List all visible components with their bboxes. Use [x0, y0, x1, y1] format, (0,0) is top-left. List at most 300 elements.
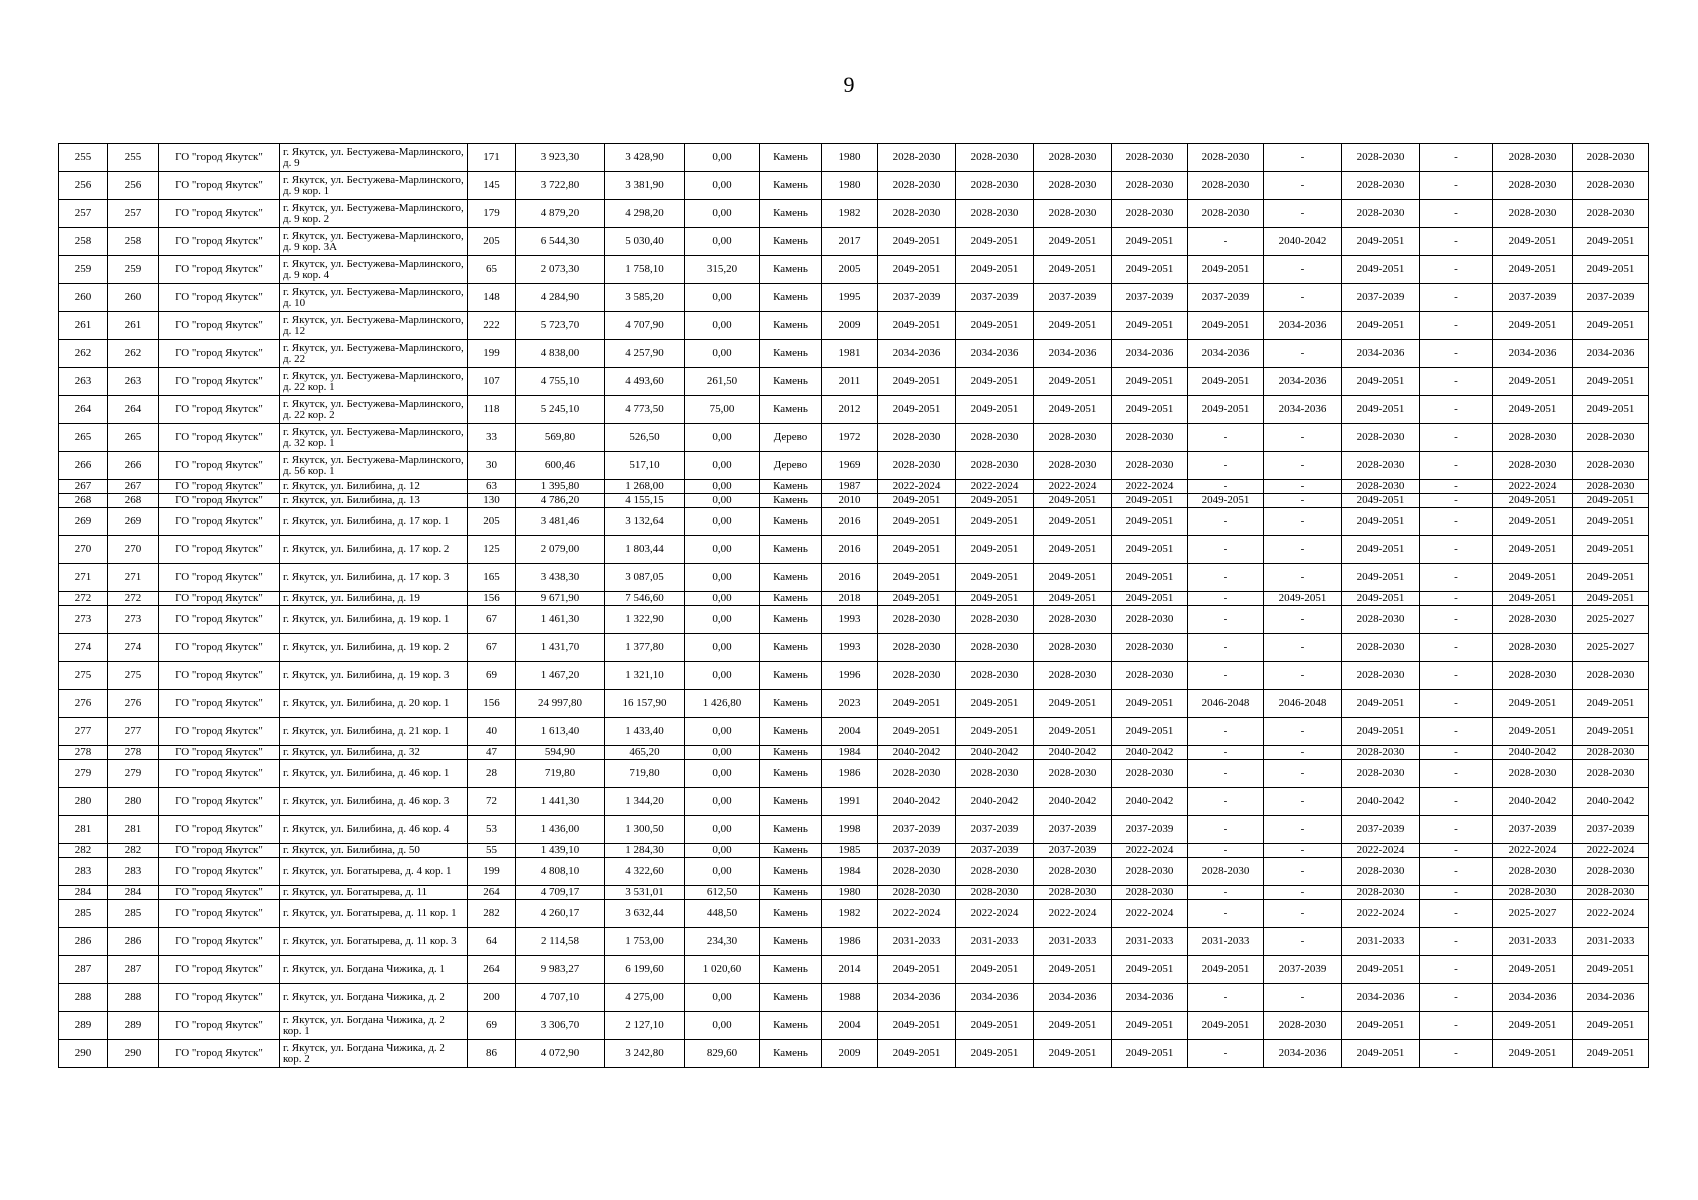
cell-living-area: 4 257,90 [605, 340, 685, 368]
cell-term-roof: 2022-2024 [956, 900, 1034, 928]
cell-residents-count: 63 [468, 480, 516, 494]
cell-object-number: 272 [108, 592, 159, 606]
cell-term-foundation: 2037-2039 [1112, 284, 1188, 312]
cell-municipality: ГО "город Якутск" [159, 494, 280, 508]
cell-term-heating: 2028-2030 [1342, 424, 1420, 452]
cell-term-insulation: 2049-2051 [1493, 312, 1573, 340]
cell-row-number: 267 [59, 480, 108, 494]
cell-term-heating: 2028-2030 [1342, 760, 1420, 788]
cell-non-residential-area: 0,00 [685, 718, 760, 746]
cell-non-residential-area: 829,60 [685, 1040, 760, 1068]
cell-term-elevator: - [1188, 886, 1264, 900]
cell-residents-count: 282 [468, 900, 516, 928]
cell-term-insulation: 2049-2051 [1493, 396, 1573, 424]
cell-wall-material: Камень [760, 480, 822, 494]
cell-residents-count: 145 [468, 172, 516, 200]
cell-residents-count: 86 [468, 1040, 516, 1068]
cell-term-insulation: 2049-2051 [1493, 592, 1573, 606]
cell-term-foundation: 2034-2036 [1112, 984, 1188, 1012]
cell-build-year: 2004 [822, 1012, 878, 1040]
cell-term-electric: 2028-2030 [1573, 144, 1649, 172]
cell-term-engineering: 2028-2030 [878, 200, 956, 228]
cell-term-engineering: 2028-2030 [878, 172, 956, 200]
cell-term-engineering: 2049-2051 [878, 508, 956, 536]
cell-build-year: 1993 [822, 606, 878, 634]
cell-term-gas: - [1420, 284, 1493, 312]
cell-term-insulation: 2028-2030 [1493, 606, 1573, 634]
cell-total-area: 4 808,10 [516, 858, 605, 886]
cell-wall-material: Камень [760, 1040, 822, 1068]
cell-municipality: ГО "город Якутск" [159, 662, 280, 690]
cell-term-insulation: 2028-2030 [1493, 144, 1573, 172]
cell-term-basement: - [1264, 858, 1342, 886]
cell-non-residential-area: 0,00 [685, 844, 760, 858]
cell-wall-material: Камень [760, 368, 822, 396]
cell-term-roof: 2034-2036 [956, 340, 1034, 368]
cell-term-gas: - [1420, 494, 1493, 508]
cell-object-number: 270 [108, 536, 159, 564]
cell-term-gas: - [1420, 844, 1493, 858]
registry-body [59, 144, 1649, 1068]
cell-row-number: 271 [59, 564, 108, 592]
cell-object-number: 266 [108, 452, 159, 480]
cell-term-roof: 2034-2036 [956, 984, 1034, 1012]
cell-address: г. Якутск, ул. Бестужева-Марлинского, д. 22 [280, 340, 468, 368]
cell-residents-count: 67 [468, 634, 516, 662]
table-row [59, 718, 1649, 746]
cell-term-elevator: - [1188, 634, 1264, 662]
cell-term-elevator: - [1188, 760, 1264, 788]
cell-municipality: ГО "город Якутск" [159, 508, 280, 536]
table-row [59, 606, 1649, 634]
cell-term-foundation: 2049-2051 [1112, 592, 1188, 606]
cell-wall-material: Камень [760, 1012, 822, 1040]
cell-wall-material: Камень [760, 928, 822, 956]
cell-municipality: ГО "город Якутск" [159, 788, 280, 816]
table-row [59, 746, 1649, 760]
cell-term-heating: 2034-2036 [1342, 984, 1420, 1012]
cell-term-gas: - [1420, 900, 1493, 928]
cell-term-elevator: - [1188, 536, 1264, 564]
cell-object-number: 257 [108, 200, 159, 228]
cell-living-area: 719,80 [605, 760, 685, 788]
cell-non-residential-area: 0,00 [685, 984, 760, 1012]
cell-non-residential-area: 315,20 [685, 256, 760, 284]
cell-object-number: 255 [108, 144, 159, 172]
cell-residents-count: 200 [468, 984, 516, 1012]
cell-term-foundation: 2028-2030 [1112, 858, 1188, 886]
table-row [59, 984, 1649, 1012]
cell-municipality: ГО "город Якутск" [159, 256, 280, 284]
cell-object-number: 259 [108, 256, 159, 284]
cell-term-foundation: 2022-2024 [1112, 900, 1188, 928]
cell-residents-count: 107 [468, 368, 516, 396]
cell-term-heating: 2049-2051 [1342, 718, 1420, 746]
cell-row-number: 277 [59, 718, 108, 746]
cell-term-electric: 2049-2051 [1573, 494, 1649, 508]
cell-living-area: 4 493,60 [605, 368, 685, 396]
cell-object-number: 279 [108, 760, 159, 788]
cell-living-area: 3 531,01 [605, 886, 685, 900]
cell-municipality: ГО "город Якутск" [159, 956, 280, 984]
cell-term-electric: 2049-2051 [1573, 564, 1649, 592]
cell-build-year: 2009 [822, 1040, 878, 1068]
cell-term-foundation: 2022-2024 [1112, 480, 1188, 494]
table-row [59, 172, 1649, 200]
cell-object-number: 276 [108, 690, 159, 718]
cell-term-heating: 2037-2039 [1342, 816, 1420, 844]
cell-term-basement: - [1264, 494, 1342, 508]
cell-term-engineering: 2028-2030 [878, 452, 956, 480]
cell-term-roof: 2049-2051 [956, 1040, 1034, 1068]
cell-residents-count: 156 [468, 690, 516, 718]
cell-term-heating: 2049-2051 [1342, 690, 1420, 718]
cell-residents-count: 156 [468, 592, 516, 606]
cell-term-foundation: 2028-2030 [1112, 172, 1188, 200]
cell-wall-material: Камень [760, 228, 822, 256]
cell-term-foundation: 2049-2051 [1112, 690, 1188, 718]
cell-term-engineering: 2049-2051 [878, 718, 956, 746]
cell-term-foundation: 2022-2024 [1112, 844, 1188, 858]
cell-term-heating: 2049-2051 [1342, 536, 1420, 564]
cell-non-residential-area: 75,00 [685, 396, 760, 424]
cell-object-number: 265 [108, 424, 159, 452]
cell-term-foundation: 2034-2036 [1112, 340, 1188, 368]
cell-term-roof: 2037-2039 [956, 816, 1034, 844]
cell-build-year: 2016 [822, 508, 878, 536]
cell-term-basement: - [1264, 508, 1342, 536]
cell-term-foundation: 2028-2030 [1112, 662, 1188, 690]
cell-municipality: ГО "город Якутск" [159, 816, 280, 844]
cell-term-gas: - [1420, 312, 1493, 340]
cell-term-facade: 2049-2051 [1034, 564, 1112, 592]
cell-term-basement: 2028-2030 [1264, 1012, 1342, 1040]
cell-row-number: 279 [59, 760, 108, 788]
cell-term-heating: 2022-2024 [1342, 844, 1420, 858]
cell-build-year: 1981 [822, 340, 878, 368]
cell-term-electric: 2028-2030 [1573, 172, 1649, 200]
cell-term-roof: 2049-2051 [956, 256, 1034, 284]
cell-term-facade: 2028-2030 [1034, 858, 1112, 886]
cell-term-electric: 2028-2030 [1573, 858, 1649, 886]
cell-term-roof: 2028-2030 [956, 662, 1034, 690]
cell-term-basement: - [1264, 662, 1342, 690]
cell-living-area: 5 030,40 [605, 228, 685, 256]
cell-non-residential-area: 0,00 [685, 424, 760, 452]
cell-living-area: 517,10 [605, 452, 685, 480]
cell-term-heating: 2028-2030 [1342, 634, 1420, 662]
cell-term-elevator: 2028-2030 [1188, 858, 1264, 886]
cell-term-insulation: 2037-2039 [1493, 284, 1573, 312]
cell-living-area: 1 268,00 [605, 480, 685, 494]
cell-municipality: ГО "город Якутск" [159, 228, 280, 256]
cell-term-roof: 2049-2051 [956, 564, 1034, 592]
cell-term-facade: 2037-2039 [1034, 816, 1112, 844]
cell-build-year: 2004 [822, 718, 878, 746]
cell-term-facade: 2049-2051 [1034, 536, 1112, 564]
cell-term-roof: 2049-2051 [956, 368, 1034, 396]
cell-residents-count: 165 [468, 564, 516, 592]
cell-term-facade: 2049-2051 [1034, 396, 1112, 424]
cell-municipality: ГО "город Якутск" [159, 284, 280, 312]
cell-non-residential-area: 0,00 [685, 592, 760, 606]
cell-term-elevator: 2049-2051 [1188, 368, 1264, 396]
cell-term-foundation: 2028-2030 [1112, 886, 1188, 900]
cell-build-year: 1980 [822, 144, 878, 172]
cell-build-year: 2016 [822, 564, 878, 592]
cell-term-foundation: 2028-2030 [1112, 760, 1188, 788]
cell-term-heating: 2049-2051 [1342, 564, 1420, 592]
cell-municipality: ГО "город Якутск" [159, 172, 280, 200]
cell-term-gas: - [1420, 228, 1493, 256]
cell-build-year: 1986 [822, 928, 878, 956]
cell-term-elevator: - [1188, 662, 1264, 690]
cell-term-roof: 2049-2051 [956, 508, 1034, 536]
cell-term-heating: 2028-2030 [1342, 606, 1420, 634]
cell-term-elevator: - [1188, 592, 1264, 606]
cell-term-engineering: 2028-2030 [878, 144, 956, 172]
cell-term-electric: 2034-2036 [1573, 984, 1649, 1012]
cell-build-year: 2014 [822, 956, 878, 984]
cell-object-number: 290 [108, 1040, 159, 1068]
cell-wall-material: Камень [760, 662, 822, 690]
cell-total-area: 1 613,40 [516, 718, 605, 746]
cell-term-gas: - [1420, 760, 1493, 788]
cell-term-electric: 2031-2033 [1573, 928, 1649, 956]
cell-term-electric: 2028-2030 [1573, 662, 1649, 690]
cell-term-insulation: 2028-2030 [1493, 662, 1573, 690]
cell-term-foundation: 2028-2030 [1112, 634, 1188, 662]
cell-term-insulation: 2049-2051 [1493, 1012, 1573, 1040]
cell-residents-count: 264 [468, 956, 516, 984]
cell-term-gas: - [1420, 1040, 1493, 1068]
cell-term-basement: - [1264, 844, 1342, 858]
cell-term-basement: - [1264, 256, 1342, 284]
cell-term-roof: 2049-2051 [956, 592, 1034, 606]
cell-term-elevator: - [1188, 788, 1264, 816]
cell-term-roof: 2049-2051 [956, 718, 1034, 746]
cell-term-facade: 2034-2036 [1034, 984, 1112, 1012]
cell-address: г. Якутск, ул. Билибина, д. 50 [280, 844, 468, 858]
cell-term-roof: 2049-2051 [956, 690, 1034, 718]
cell-non-residential-area: 0,00 [685, 816, 760, 844]
cell-term-insulation: 2049-2051 [1493, 956, 1573, 984]
cell-term-engineering: 2049-2051 [878, 1040, 956, 1068]
cell-term-foundation: 2049-2051 [1112, 494, 1188, 508]
cell-address: г. Якутск, ул. Билибина, д. 17 кор. 3 [280, 564, 468, 592]
cell-term-heating: 2049-2051 [1342, 368, 1420, 396]
cell-term-roof: 2028-2030 [956, 452, 1034, 480]
cell-municipality: ГО "город Якутск" [159, 564, 280, 592]
cell-row-number: 270 [59, 536, 108, 564]
cell-non-residential-area: 0,00 [685, 480, 760, 494]
cell-term-insulation: 2028-2030 [1493, 452, 1573, 480]
cell-term-gas: - [1420, 564, 1493, 592]
cell-term-engineering: 2034-2036 [878, 984, 956, 1012]
cell-term-elevator: 2049-2051 [1188, 256, 1264, 284]
cell-object-number: 263 [108, 368, 159, 396]
cell-address: г. Якутск, ул. Богатырева, д. 4 кор. 1 [280, 858, 468, 886]
cell-term-electric: 2049-2051 [1573, 256, 1649, 284]
cell-term-elevator: - [1188, 984, 1264, 1012]
cell-build-year: 1980 [822, 886, 878, 900]
cell-wall-material: Камень [760, 956, 822, 984]
cell-municipality: ГО "город Якутск" [159, 718, 280, 746]
cell-address: г. Якутск, ул. Богдана Чижика, д. 2 [280, 984, 468, 1012]
cell-term-elevator: - [1188, 606, 1264, 634]
cell-wall-material: Камень [760, 592, 822, 606]
cell-address: г. Якутск, ул. Бестужева-Марлинского, д. 32 кор. 1 [280, 424, 468, 452]
cell-term-basement: - [1264, 452, 1342, 480]
cell-term-basement: - [1264, 928, 1342, 956]
page-number: 9 [843, 72, 855, 97]
cell-object-number: 261 [108, 312, 159, 340]
cell-address: г. Якутск, ул. Бестужева-Марлинского, д. 56 кор. 1 [280, 452, 468, 480]
cell-residents-count: 69 [468, 1012, 516, 1040]
cell-row-number: 258 [59, 228, 108, 256]
cell-term-heating: 2022-2024 [1342, 900, 1420, 928]
cell-residents-count: 67 [468, 606, 516, 634]
cell-total-area: 5 245,10 [516, 396, 605, 424]
cell-total-area: 1 467,20 [516, 662, 605, 690]
cell-term-gas: - [1420, 172, 1493, 200]
cell-total-area: 4 755,10 [516, 368, 605, 396]
cell-term-facade: 2049-2051 [1034, 718, 1112, 746]
cell-wall-material: Камень [760, 606, 822, 634]
cell-term-insulation: 2049-2051 [1493, 368, 1573, 396]
cell-term-insulation: 2049-2051 [1493, 718, 1573, 746]
cell-term-engineering: 2022-2024 [878, 480, 956, 494]
table-row [59, 928, 1649, 956]
cell-address: г. Якутск, ул. Билибина, д. 46 кор. 3 [280, 788, 468, 816]
cell-total-area: 2 114,58 [516, 928, 605, 956]
cell-residents-count: 179 [468, 200, 516, 228]
cell-term-gas: - [1420, 746, 1493, 760]
table-row [59, 424, 1649, 452]
cell-address: г. Якутск, ул. Бестужева-Марлинского, д. 10 [280, 284, 468, 312]
cell-wall-material: Камень [760, 564, 822, 592]
cell-row-number: 266 [59, 452, 108, 480]
cell-term-roof: 2022-2024 [956, 480, 1034, 494]
cell-term-foundation: 2031-2033 [1112, 928, 1188, 956]
cell-term-insulation: 2040-2042 [1493, 788, 1573, 816]
cell-term-gas: - [1420, 592, 1493, 606]
cell-municipality: ГО "город Якутск" [159, 858, 280, 886]
cell-build-year: 1985 [822, 844, 878, 858]
cell-address: г. Якутск, ул. Билибина, д. 20 кор. 1 [280, 690, 468, 718]
cell-term-foundation: 2049-2051 [1112, 1012, 1188, 1040]
cell-term-heating: 2028-2030 [1342, 858, 1420, 886]
cell-wall-material: Дерево [760, 424, 822, 452]
cell-term-heating: 2028-2030 [1342, 452, 1420, 480]
cell-term-gas: - [1420, 816, 1493, 844]
cell-build-year: 1998 [822, 816, 878, 844]
table-row [59, 536, 1649, 564]
cell-term-gas: - [1420, 718, 1493, 746]
cell-term-engineering: 2049-2051 [878, 396, 956, 424]
cell-term-gas: - [1420, 340, 1493, 368]
cell-address: г. Якутск, ул. Бестужева-Марлинского, д. 9 кор. 3А [280, 228, 468, 256]
cell-term-electric: 2022-2024 [1573, 900, 1649, 928]
cell-term-gas: - [1420, 508, 1493, 536]
cell-living-area: 1 377,80 [605, 634, 685, 662]
cell-term-roof: 2028-2030 [956, 172, 1034, 200]
cell-residents-count: 199 [468, 340, 516, 368]
cell-non-residential-area: 612,50 [685, 886, 760, 900]
cell-term-insulation: 2040-2042 [1493, 746, 1573, 760]
cell-term-basement: - [1264, 564, 1342, 592]
cell-term-engineering: 2049-2051 [878, 564, 956, 592]
cell-total-area: 4 707,10 [516, 984, 605, 1012]
cell-non-residential-area: 0,00 [685, 144, 760, 172]
cell-term-engineering: 2049-2051 [878, 256, 956, 284]
cell-non-residential-area: 0,00 [685, 746, 760, 760]
cell-term-engineering: 2040-2042 [878, 746, 956, 760]
cell-address: г. Якутск, ул. Богдана Чижика, д. 1 [280, 956, 468, 984]
cell-living-area: 3 381,90 [605, 172, 685, 200]
cell-term-basement: - [1264, 340, 1342, 368]
cell-wall-material: Камень [760, 690, 822, 718]
cell-build-year: 1987 [822, 480, 878, 494]
cell-row-number: 289 [59, 1012, 108, 1040]
cell-address: г. Якутск, ул. Билибина, д. 32 [280, 746, 468, 760]
cell-term-insulation: 2028-2030 [1493, 200, 1573, 228]
cell-total-area: 1 439,10 [516, 844, 605, 858]
cell-term-engineering: 2028-2030 [878, 886, 956, 900]
cell-term-facade: 2049-2051 [1034, 690, 1112, 718]
cell-term-foundation: 2028-2030 [1112, 144, 1188, 172]
cell-term-insulation: 2049-2051 [1493, 536, 1573, 564]
cell-living-area: 1 433,40 [605, 718, 685, 746]
cell-total-area: 3 306,70 [516, 1012, 605, 1040]
cell-wall-material: Камень [760, 886, 822, 900]
cell-term-insulation: 2028-2030 [1493, 172, 1573, 200]
cell-build-year: 1982 [822, 900, 878, 928]
cell-term-basement: - [1264, 746, 1342, 760]
cell-total-area: 4 786,20 [516, 494, 605, 508]
cell-municipality: ГО "город Якутск" [159, 480, 280, 494]
cell-object-number: 285 [108, 900, 159, 928]
cell-row-number: 262 [59, 340, 108, 368]
cell-term-engineering: 2037-2039 [878, 284, 956, 312]
cell-term-roof: 2037-2039 [956, 844, 1034, 858]
cell-term-insulation: 2049-2051 [1493, 228, 1573, 256]
cell-row-number: 263 [59, 368, 108, 396]
cell-build-year: 2005 [822, 256, 878, 284]
cell-term-electric: 2028-2030 [1573, 452, 1649, 480]
cell-build-year: 1980 [822, 172, 878, 200]
table-row [59, 844, 1649, 858]
cell-term-insulation: 2031-2033 [1493, 928, 1573, 956]
cell-non-residential-area: 0,00 [685, 536, 760, 564]
cell-non-residential-area: 0,00 [685, 564, 760, 592]
cell-wall-material: Камень [760, 634, 822, 662]
cell-term-electric: 2049-2051 [1573, 592, 1649, 606]
cell-term-electric: 2049-2051 [1573, 718, 1649, 746]
cell-residents-count: 47 [468, 746, 516, 760]
cell-row-number: 282 [59, 844, 108, 858]
cell-living-area: 3 585,20 [605, 284, 685, 312]
cell-total-area: 1 431,70 [516, 634, 605, 662]
cell-address: г. Якутск, ул. Бестужева-Марлинского, д. 9 [280, 144, 468, 172]
cell-term-heating: 2037-2039 [1342, 284, 1420, 312]
cell-living-area: 6 199,60 [605, 956, 685, 984]
cell-term-electric: 2049-2051 [1573, 508, 1649, 536]
cell-term-facade: 2049-2051 [1034, 592, 1112, 606]
cell-term-facade: 2028-2030 [1034, 662, 1112, 690]
cell-term-electric: 2049-2051 [1573, 1012, 1649, 1040]
cell-municipality: ГО "город Якутск" [159, 312, 280, 340]
